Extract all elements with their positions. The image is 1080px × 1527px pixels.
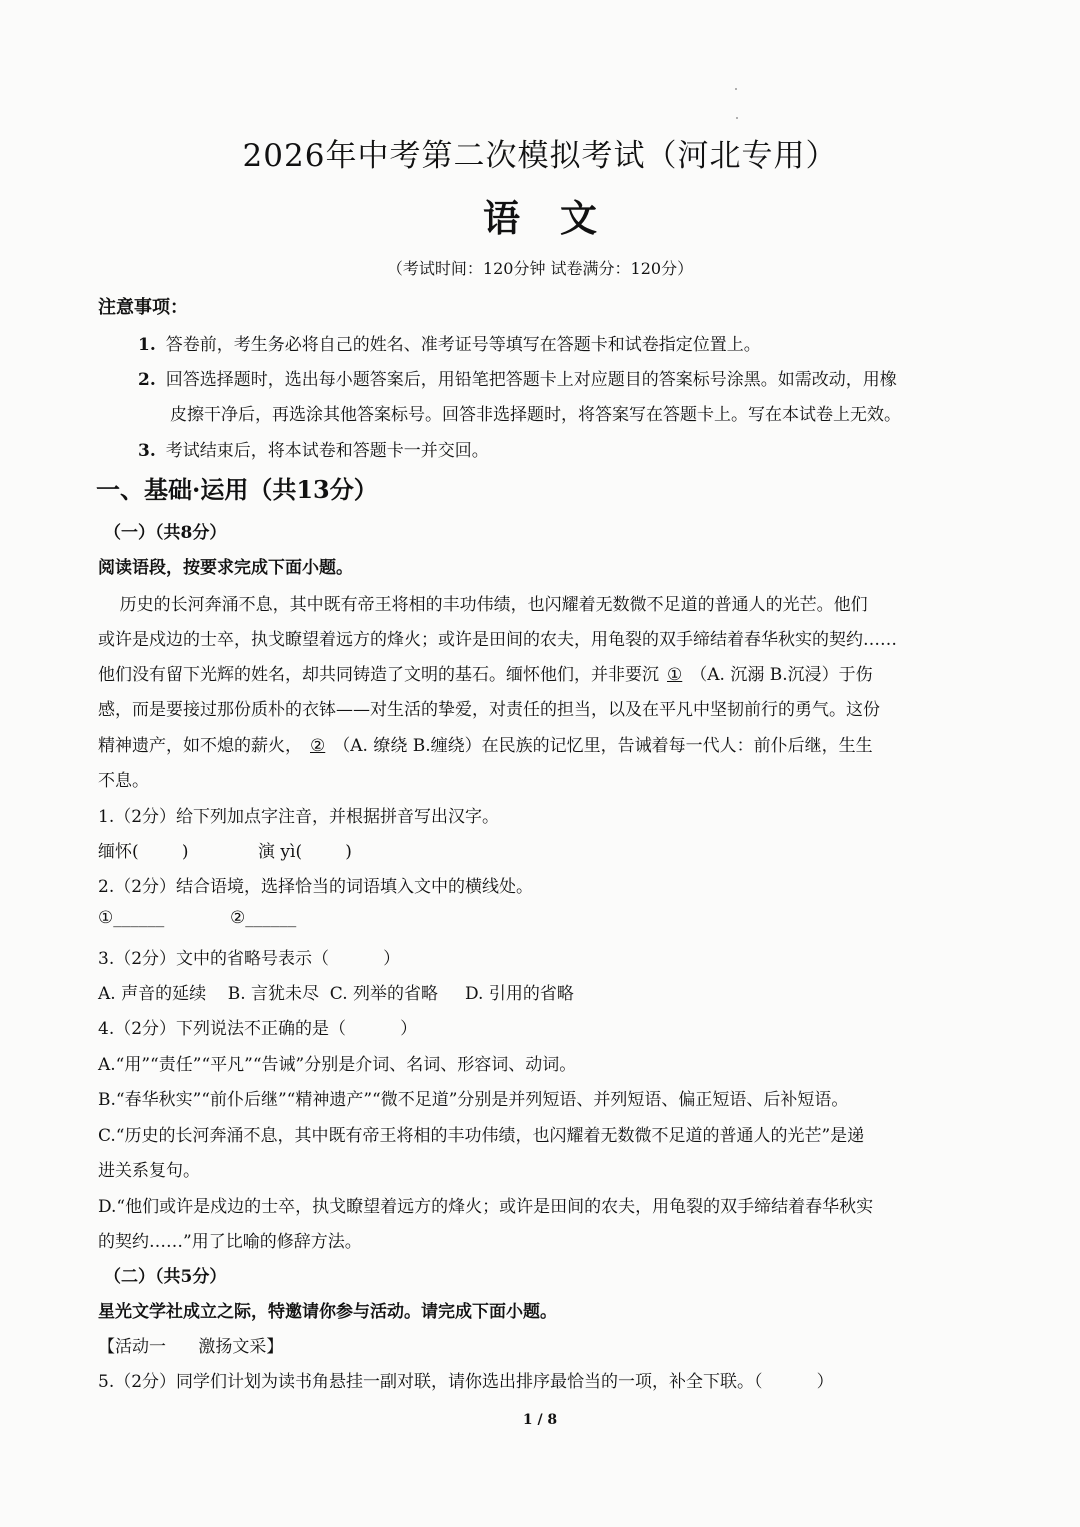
notice-item: [138, 365, 897, 390]
activity-heading: 【活动一 激扬文采】: [98, 1337, 284, 1357]
page-number: 1 / 8: [522, 1412, 558, 1428]
question-2-blank-1: ①______: [98, 908, 165, 928]
notice-item: [138, 330, 761, 355]
section-heading: 一、基础·运用（共13分）: [96, 475, 378, 504]
subsection-heading: （一）（共8分）: [104, 523, 227, 543]
question-3-options: A. 声音的延续 B. 言犹未尽 C. 列举的省略 D. 引用的省略: [98, 984, 574, 1004]
question-2-blank-2: ②______: [230, 908, 297, 928]
question-3: 3.（2分）文中的省略号表示（ ）: [98, 949, 401, 969]
passage-line: 感，而是要接过那份质朴的衣钵——对生活的挚爱，对责任的担当，以及在平凡中坚韧前行的勇气。这份: [98, 700, 880, 720]
question-1-blank-b: 演 yì( ): [258, 842, 352, 862]
subject-title: 语文: [483, 196, 637, 240]
notice-number: 1.: [138, 335, 156, 355]
notice-number: 3.: [138, 441, 156, 461]
passage-line: 不息。: [98, 771, 149, 791]
passage-text: 他们没有留下光辉的姓名，却共同铸造了文明的基石。缅怀他们，并非要沉: [98, 665, 659, 685]
passage-line: 或许是戍边的士卒，执戈瞭望着远方的烽火；或许是田间的农夫，用龟裂的双手缔结着春华秋实的契约……: [98, 630, 897, 650]
blank-1-options: （A. 沉溺 B.沉浸）于伤: [690, 665, 873, 685]
question-2: 2.（2分）结合语境，选择恰当的词语填入文中的横线处。: [98, 877, 534, 897]
blank-2-options: （A. 缭绕 B.缠绕）在民族的记忆里，告诫着每一代人：前仆后继，生生: [333, 736, 873, 756]
passage-line: [98, 660, 873, 685]
passage-text: 精神遗产，如不熄的薪火，: [98, 736, 302, 756]
reading-instruction: 阅读语段，按要求完成下面小题。: [98, 558, 353, 578]
notice-number: 2.: [138, 370, 156, 390]
question-4-option-a: A.“用”“责任”“平凡”“告诫”分别是介词、名词、形容词、动词。: [98, 1055, 577, 1075]
question-4-option-d-cont: 的契约……”用了比喻的修辞方法。: [98, 1232, 362, 1252]
notice-text-continued: 皮擦干净后，再选涂其他答案标号。回答非选择题时，将答案写在答题卡上。写在本试卷上无效。: [170, 405, 901, 425]
notice-text: 回答选择题时，选出每小题答案后，用铅笔把答题卡上对应题目的答案标号涂黑。如需改动，用橡: [165, 370, 897, 390]
notice-item: [138, 436, 489, 461]
scan-speck: [736, 117, 738, 119]
question-4-option-d: D.“他们或许是戍边的士卒，执戈瞭望着远方的烽火；或许是田间的农夫，用龟裂的双手缔结着春华秋实: [98, 1197, 874, 1217]
exam-info: （考试时间：120分钟 试卷满分：120分）: [386, 259, 694, 278]
question-4-option-c-cont: 进关系复句。: [98, 1161, 200, 1181]
question-4-option-b: B.“春华秋实”“前仆后继”“精神遗产”“微不足道”分别是并列短语、并列短语、偏正短语、后补短语。: [98, 1090, 849, 1110]
exam-title: 2026年中考第二次模拟考试（河北专用）: [242, 138, 838, 174]
blank-1: ①: [667, 665, 683, 685]
question-4-option-c: C.“历史的长河奔涌不息，其中既有帝王将相的丰功伟绩，也闪耀着无数微不足道的普通人的光芒”是递: [98, 1126, 865, 1146]
passage-line: [98, 731, 873, 756]
question-1-blank-a: 缅怀( ): [98, 842, 189, 862]
notes-title: 注意事项：: [98, 297, 188, 318]
activity-instruction: 星光文学社成立之际，特邀请你参与活动。请完成下面小题。: [98, 1302, 557, 1322]
scan-speck: [735, 88, 737, 90]
notice-text: 答卷前，考生务必将自己的姓名、准考证号等填写在答题卡和试卷指定位置上。: [165, 335, 761, 355]
blank-2: ②: [310, 736, 326, 756]
passage-line: 历史的长河奔涌不息，其中既有帝王将相的丰功伟绩，也闪耀着无数微不足道的普通人的光芒。他们: [98, 595, 868, 615]
notice-text: 考试结束后，将本试卷和答题卡一并交回。: [165, 441, 489, 461]
question-1: 1.（2分）给下列加点字注音，并根据拼音写出汉字。: [98, 807, 500, 827]
subsection-heading: （二）（共5分）: [104, 1267, 227, 1287]
question-4: 4.（2分）下列说法不正确的是（ ）: [98, 1019, 418, 1039]
question-5: 5.（2分）同学们计划为读书角悬挂一副对联，请你选出排序最恰当的一项，补全下联。（ ）: [98, 1372, 834, 1392]
